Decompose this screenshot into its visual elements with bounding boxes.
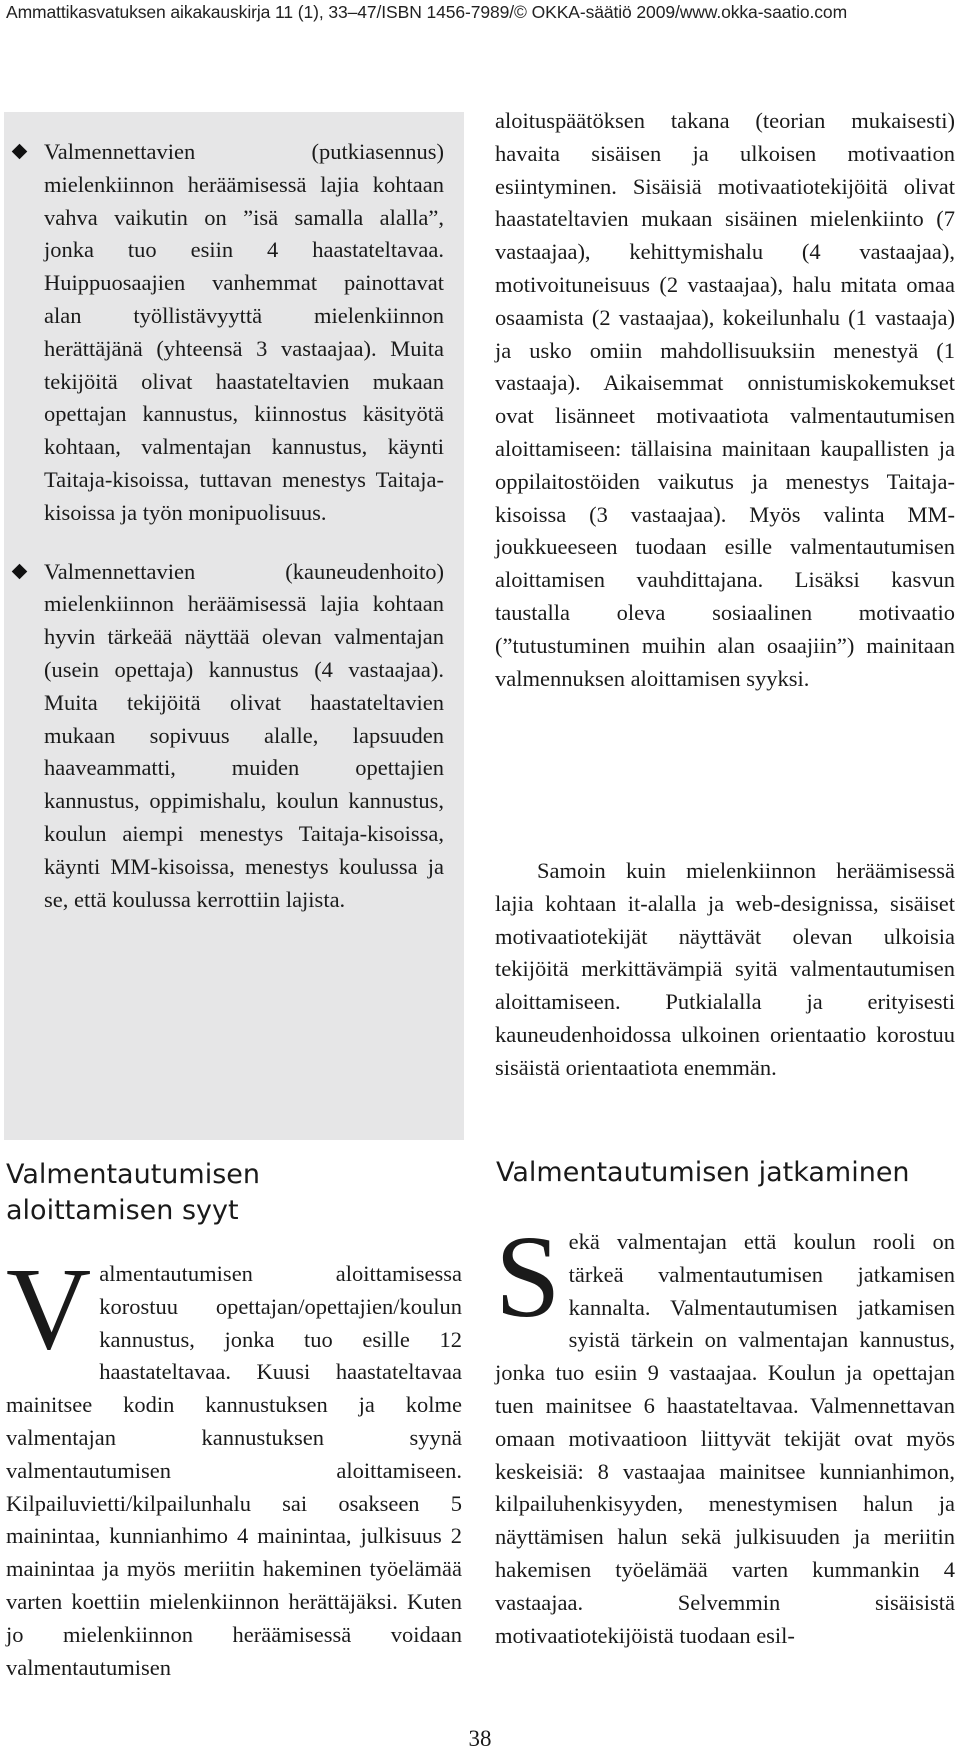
drop-cap: V <box>6 1243 92 1374</box>
running-head: Ammattikasvatuksen aikakauskirja 11 (1), 33–47/ISBN 1456-7989/© OKKA-säätiö 2009/www.okka-saatio.com <box>6 2 848 22</box>
bullet-list <box>44 136 444 942</box>
bullet-item <box>44 556 444 917</box>
paragraph-text: almentautumisen aloittamisessa korostuu opettajan/opettajien/koulun kannustus, jonka tuo esille 12 haastateltavaa. Kuusi haastateltavaa mainitsee kodin kannustuksen ja kolme valmentajan kannustuksen syynä valmentautumisen aloittamiseen. Kilpailuvietti/kilpailunhalu sai osakseen 5 mainintaa, kunnianhimo 4 mainintaa, julkisuus 2 mainintaa ja myös meriitin hakeminen työelämää varten koettiin mielenkiinnon herättäjäksi. Kuten jo mielenkiinnon heräämisessä voidaan valmentautumisen <box>6 1261 462 1680</box>
paragraph-text: ekä valmentajan että koulun rooli on tärkeä valmentautumisen jatkamisen kannalta. Valmentautumisen jatkamisen syistä tärkein on valmentajan kannustus, jonka tuo esiin 9 vastaajaa. Koulun ja opettajan tuen mainitsee 6 haastateltavaa. Valmennettavan omaan motivaatioon liittyvät tekijät ovat myös keskeisiä: 8 vastaajaa mainitsee kunnianhimon, kilpailuhenkisyyden, menestymisen halun ja näyttämisen halun sekä julkisuuden ja meriitin hakemisen työelämää varten kummankin 4 vastaajaa. Selvemmin sisäisistä motivaatiotekijöistä tuodaan esil- <box>495 1229 955 1648</box>
page-number: 38 <box>468 1726 492 1751</box>
bullet-text: Valmennettavien (kauneudenhoito) mielenkiinnon heräämisessä lajia kohtaan hyvin tärkeää näyttää olevan valmentajan (usein opettaja) kannustus (4 vastaajaa). Muita tekijöitä olivat haastateltavien mukaan sopivuus alalle, lapsuuden haaveammatti, muiden opettajien kannustus, oppimishalu, koulun kannustus, koulun aiempi menestys Taitaja-kisoissa, käynti MM-kisoissa, menestys koulussa ja se, että koulussa kerrottiin lajista. <box>44 558 444 912</box>
section-heading-start-reasons: Valmentautumisen aloittamisen syyt <box>6 1159 260 1226</box>
highlight-box <box>4 112 464 1140</box>
paragraph-motivation: aloituspäätöksen takana (teorian mukaisesti) havaita sisäisen ja ulkoisen motivaation esiintyminen. Sisäisiä motivaatiotekijöitä olivat haastateltavien mukaan sisäinen mielenkiinto (7 vastaajaa), kehittymishalu (4 vastaajaa), motivoituneisuus (2 vastaajaa), halu mitata omaa osaamista (2 vastaajaa), kokeilunhalu (1 vastaaja) ja usko omiin mahdollisuuksiin menestyä (1 vastaaja). Aikaisemmat onnistumiskokemukset ovat lisänneet motivaatiota valmentautumisen aloittamiseen: tällaisina mainitaan kaupallisten ja oppilaitostöiden vaikutus ja menestys Taitaja-kisoissa (3 vastaajaa). Myös valinta MM-joukkueeseen tuodaan esille valmentautumisen aloittamisen vauhdittajana. Lisäksi kasvun taustalla oleva sosiaalinen motivaatio (”tutustuminen muihin alan osaajiin”) mainitaan valmennuksen aloittamisen syyksi. <box>495 108 955 691</box>
section-heading-continuing: Valmentautumisen jatkaminen <box>496 1157 910 1188</box>
bullet-item <box>44 136 444 530</box>
section-body-continuing <box>495 1211 955 1652</box>
diamond-bullet-icon <box>12 144 28 160</box>
drop-cap: S <box>495 1211 561 1342</box>
section-body-start-reasons <box>6 1243 462 1684</box>
paragraph-comparison: Samoin kuin mielenkiinnon heräämisessä lajia kohtaan it-alalla ja web-designissa, sisäiset motivaatiotekijät näyttävät olevan ulkoisia tekijöitä merkittävämpiä syitä valmentautumisen aloittamiseen. Putkialalla ja erityisesti kauneudenhoidossa ulkoinen orientaatio korostuu sisäistä orientaatiota enemmän. <box>495 858 955 1080</box>
diamond-bullet-icon <box>12 563 28 579</box>
bullet-text: Valmennettavien (putkiasennus) mielenkiinnon heräämisessä lajia kohtaan vahva vaikutin on ”isä samalla alalla”, jonka tuo esiin 4 haastateltavaa. Huippuosaajien vanhemmat painottavat alan työllistävyyttä mielenkiinnon herättäjänä (yhteensä 3 vastaajaa). Muita tekijöitä olivat haastateltavien mukaan opettajan kannustus, kiinnostus käsityötä kohtaan, valmentajan kannustus, käynti Taitaja-kisoissa, tuttavan menestys Taitaja-kisoissa ja työn monipuolisuus. <box>44 139 444 525</box>
